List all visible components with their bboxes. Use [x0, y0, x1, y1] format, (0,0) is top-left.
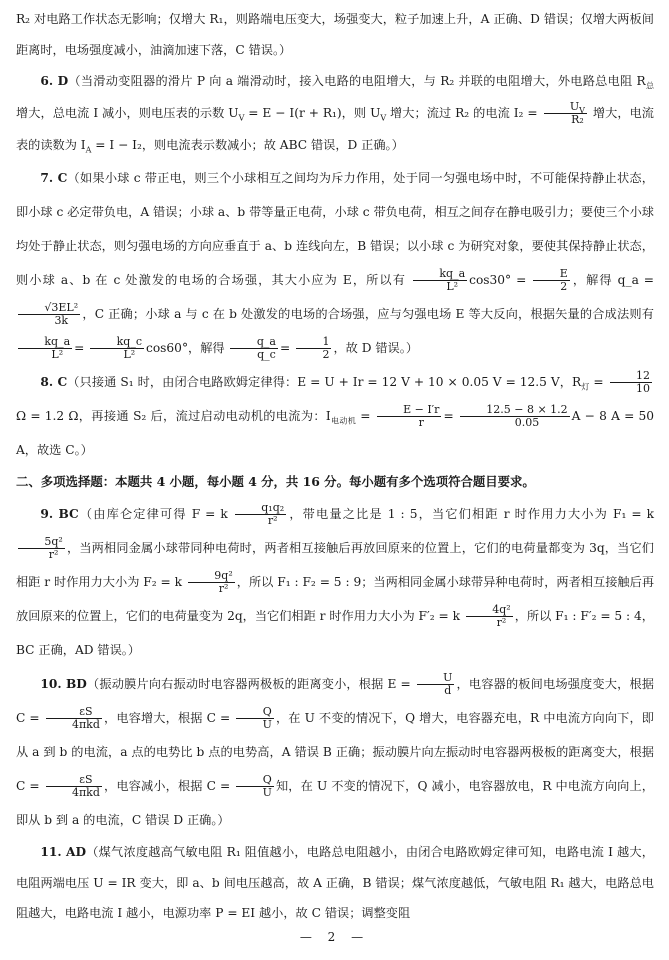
denominator: R₂	[571, 113, 584, 126]
numerator: E	[533, 268, 569, 281]
denominator: 4πkd	[71, 786, 100, 799]
numerator: Q	[236, 706, 274, 719]
answer-text: ，电容器的板间电场强度变大，根据 C =	[16, 677, 654, 725]
numerator: q₁q₂	[235, 502, 286, 515]
answer-6-label: 6. D	[40, 74, 69, 88]
numerator: kq_a	[18, 336, 72, 349]
denominator: r²	[218, 582, 229, 595]
answer-text: =	[74, 341, 85, 355]
numerator: 12	[610, 370, 652, 383]
answer-text: （当滑动变阻器的滑片 P 向 a 端滑动时，接入电路的电阻增大，与 R₂ 并联的电阻增大，外电路总电阻 R	[68, 74, 646, 88]
answer-text: （振动膜片向右振动时电容器两极板的距离变小，根据 E =	[86, 677, 411, 691]
numerator: U	[417, 672, 455, 685]
numerator: U	[569, 100, 580, 113]
answer-text: （如果小球 c 带正电，则三个小球相互之间均为斥力作用，处于同一匀强电场中时，不可能保持静止状态，即小球 c 必定带负电，A 错误；小球 a、b 带等量正电荷，小球 c 带负电荷，相互之间存在静电吸引力；要使三个小球均处于静止状态，则匀强电场的方向应垂直于 a、b 连线向左，B 错误；以小球 c 为研究对象，要使其保持静止状态，则小球 a、b 在 c 处激发的电场的合场强，其大小应为 E，所以有	[16, 171, 654, 287]
denominator: U	[262, 786, 272, 799]
subscript: A	[85, 145, 92, 155]
denominator: 4πkd	[71, 718, 100, 731]
numerator: kq_c	[90, 336, 144, 349]
subscript: V	[380, 113, 387, 123]
answer-text: 增大；流过 R₂ 的电流 I₂ =	[386, 106, 538, 120]
fraction	[236, 774, 274, 799]
numerator: εS	[46, 706, 102, 719]
answer-text: ，所以 F₁ : F₂ = 5 : 9；当两相同金属小球带异种电荷时，两者相互接触后再放回原来的位置上，它们的电荷量变为 2q，当它们相距 r 时作用力大小为 F′₂ = k	[16, 575, 655, 623]
numerator: 5q²	[18, 536, 65, 549]
answer-7-label: 7. C	[40, 171, 68, 185]
numerator: εS	[46, 774, 102, 787]
denominator: r²	[267, 514, 278, 527]
answer-text: R₂ 对电路工作状态无影响；仅增大 R₁，则路端电压变大，场强变大，粒子加速上升，A 正确、D 错误；仅增大两板间距离时，电场强度减小，油滴加速下落，C 错误。）	[16, 12, 654, 57]
answer-9	[16, 497, 654, 667]
fraction	[18, 336, 72, 361]
denominator: d	[444, 684, 452, 697]
subscript: 总	[645, 81, 654, 91]
answer-page	[16, 4, 654, 929]
fraction	[296, 336, 331, 361]
denominator: 2	[322, 348, 330, 361]
answer-text: cos60°，解得	[146, 341, 225, 355]
numerator: 12.5 − 8 × 1.2	[460, 404, 570, 417]
fraction	[533, 268, 569, 293]
answer-text: （只接通 S₁ 时，由闭合电路欧姆定律得：E = U + Ir = 12 V + 10 × 0.05 V = 12.5 V，R	[67, 375, 582, 389]
answer-text: ，在 U 不变的情况下，Q 增大，电容器充电，R 中电流方向向下，即从 a 到 b 的电流，a 点的电势比 b 点的电势高，A 错误 B 正确；振动膜片向左振动时电容器两极板的距离变大，根据 C =	[16, 711, 654, 793]
answer-11-label: 11. AD	[40, 845, 87, 859]
section-heading: 二、多项选择题：本题共 4 小题，每小题 4 分，共 16 分。每小题有多个选项符合题目要求。	[16, 474, 535, 489]
denominator: r	[418, 416, 424, 429]
answer-text: ，电容减小，根据 C =	[103, 779, 231, 793]
denominator: 3k	[54, 314, 69, 327]
answer-text: ，带电量之比是 1 : 5，当它们相距 r 时作用力大小为 F₁ = k	[288, 507, 655, 521]
answer-7	[16, 161, 654, 365]
numerator: E − I′r	[377, 404, 442, 417]
denominator: r²	[48, 548, 59, 561]
answer-text: 增大，总电流 I 减小，则电压表的示数 U	[16, 106, 239, 120]
fraction	[46, 774, 102, 799]
answer-6	[16, 65, 654, 161]
fraction	[18, 536, 65, 561]
fraction	[236, 706, 274, 731]
answer-text: ，所以 F₁ : F′₂ = 5 : 4，BC 正确，AD 错误。）	[16, 609, 654, 657]
fraction	[235, 502, 286, 527]
answer-text: 增大，电流表的读数为 I	[16, 106, 654, 152]
fraction	[610, 370, 652, 395]
fraction	[188, 570, 235, 595]
denominator: U	[262, 718, 272, 731]
answer-text: =	[356, 409, 371, 423]
answer-11	[16, 837, 654, 929]
numerator: √3EL²	[18, 302, 80, 315]
answer-text: 知，在 U 不变的情况下，Q 减小，电容器放电，R 中电流方向向上，即从 b 到 a 的电流，C 错误 D 正确。）	[16, 779, 654, 827]
answer-text: Ω = 1.2 Ω，再接通 S₂ 后，流过启动电动机的电流为：I	[16, 409, 331, 423]
answer-text: ，C 正确；小球 a 与 c 在 b 处激发的电场的合场强，应与匀强电场 E 等大反向，根据矢量的合成法则有	[82, 307, 654, 321]
fraction	[90, 336, 144, 361]
answer-text: ，当两相同金属小球带同种电荷时，两者相互接触后再放回原来的位置上，它们的电荷量都变为 3q，当它们相距 r 时作用力大小为 F₂ = k	[16, 541, 654, 589]
previous-answer-continuation	[16, 4, 654, 65]
answer-text: ，故 D 错误。）	[333, 341, 419, 355]
answer-8	[16, 365, 654, 467]
numerator: Q	[236, 774, 274, 787]
denominator: L²	[123, 348, 136, 361]
fraction	[377, 404, 442, 429]
subscript: V	[238, 113, 245, 123]
page-number: — 2 —	[299, 930, 370, 944]
fraction	[230, 336, 278, 361]
denominator: r²	[496, 616, 507, 629]
subscript: 电动机	[330, 416, 357, 426]
answer-text: =	[589, 375, 604, 389]
answer-9-label: 9. BC	[40, 507, 79, 521]
answer-8-label: 8. C	[40, 375, 68, 389]
denominator: 10	[636, 382, 650, 395]
denominator: 2	[560, 280, 568, 293]
subscript: V	[579, 106, 585, 116]
answer-text: = I − I₂，则电流表示数减小；故 ABC 错误，D 正确。）	[91, 138, 404, 152]
fraction	[417, 672, 455, 697]
denominator: L²	[51, 348, 64, 361]
numerator: 4q²	[466, 604, 513, 617]
fraction	[413, 268, 467, 293]
answer-text: = E − I(r + R₁)，则 U	[244, 106, 381, 120]
answer-10	[16, 667, 654, 837]
answer-text: A − 8 A = 50 A，故选 C。）	[16, 409, 655, 457]
numerator: q_a	[230, 336, 278, 349]
numerator: 9q²	[188, 570, 235, 583]
answer-text: ，电容增大，根据 C =	[103, 711, 231, 725]
denominator: L²	[446, 280, 459, 293]
subscript: 灯	[581, 382, 590, 392]
answer-text: ，解得 q_a =	[571, 273, 655, 287]
answer-text: =	[279, 341, 291, 355]
fraction	[466, 604, 513, 629]
denominator: q_c	[257, 348, 276, 361]
answer-text: cos30° =	[469, 273, 527, 287]
fraction	[460, 404, 570, 429]
fraction	[18, 302, 80, 327]
numerator: 1	[296, 336, 331, 349]
answer-text: （煤气浓度越高气敏电阻 R₁ 阻值越小，电路总电阻越小，由闭合电路欧姆定律可知，电路电流 I 越大，电阻两端电压 U = IR 变大，即 a、b 间电压越高，故 A 正确，B 错误；煤气浓度越低，气敏电阻 R₁ 越大，电路总电阻越大，电路电流 I 越小，电源功率 P = EI 越小，故 C 错误；调整变阻	[16, 845, 654, 920]
answer-text: =	[443, 409, 454, 423]
denominator: 0.05	[514, 416, 540, 429]
numerator: kq_a	[413, 268, 467, 281]
answer-10-label: 10. BD	[40, 677, 87, 691]
fraction	[544, 101, 587, 126]
fraction	[46, 706, 102, 731]
answer-text: （由库仑定律可得 F = k	[78, 507, 228, 521]
